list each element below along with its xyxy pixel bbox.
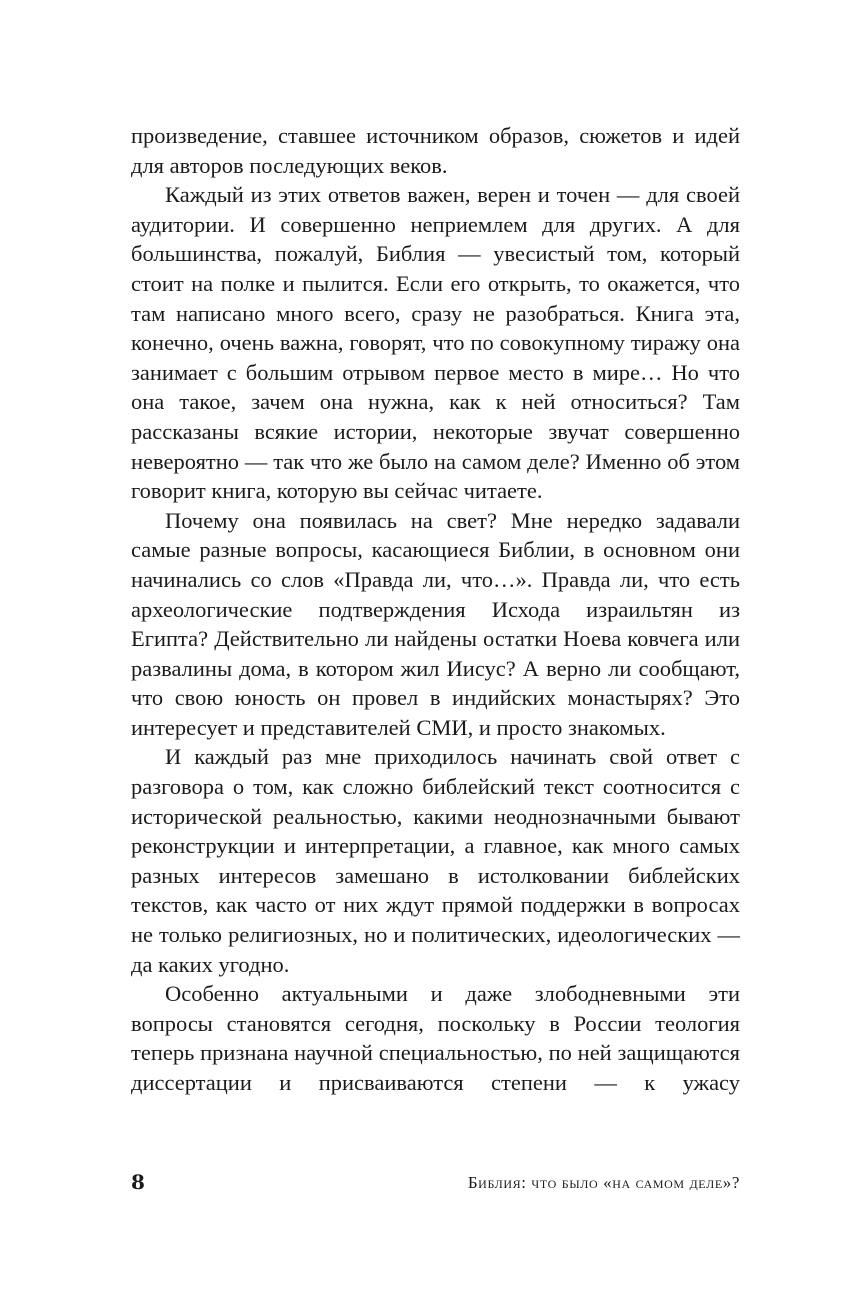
body-text — [131, 121, 740, 1098]
paragraph: И каждый раз мне приходилось начинать свой ответ с разговора о том, как сложно библейский текст соотносится с исторической реальностью, какими неоднозначными бывают реконструкции и интерпретации, а главное, как много самых разных интересов замешано в истолковании библейских текстов, как часто от них ждут прямой поддержки в вопросах не только религиозных, но и политических, идеологических — да каких угодно. — [131, 744, 740, 977]
paragraph: Особенно актуальными и даже злободневными эти вопросы становятся сегодня, поскольку в России теология теперь признана научной специальностью, по ней защищаются диссертации и присваиваются степени — к ужасу — [131, 981, 740, 1095]
paragraph: Каждый из этих ответов важен, верен и точен — для своей аудитории. И совершенно неприемлем для других. А для большинства, пожалуй, Библия — увесистый том, который стоит на полке и пылится. Если его открыть, то окажется, что там написано много всего, сразу не разобраться. Книга эта, конечно, очень важна, говорят, что по совокупному тиражу она занимает с большим отрывом первое место в мире… Но что она такое, зачем она нужна, как к ней относиться? Там рассказаны всякие истории, некоторые звучат совершенно невероятно — так что же было на самом деле? Именно об этом говорит книга, которую вы сейчас читаете. — [131, 182, 740, 504]
paragraph: Почему она появилась на свет? Мне нередко задавали самые разные вопросы, касающиеся Библии, в основном они начинались со слов «Правда ли, что…». Правда ли, что есть археологические подтверждения Исхода израильтян из Египта? Действительно ли найдены остатки Ноева ковчега или развалины дома, в котором жил Иисус? А верно ли сообщают, что свою юность он провел в индийских монастырях? Это интересует и представителей СМИ, и просто знакомых. — [131, 507, 740, 740]
paragraph-continued: произведение, ставшее источником образов, сюжетов и идей для авторов последующих веков. — [131, 123, 740, 178]
page-number: 8 — [131, 1170, 145, 1194]
running-head: Библия: что было «на самом деле»? — [467, 1173, 740, 1192]
